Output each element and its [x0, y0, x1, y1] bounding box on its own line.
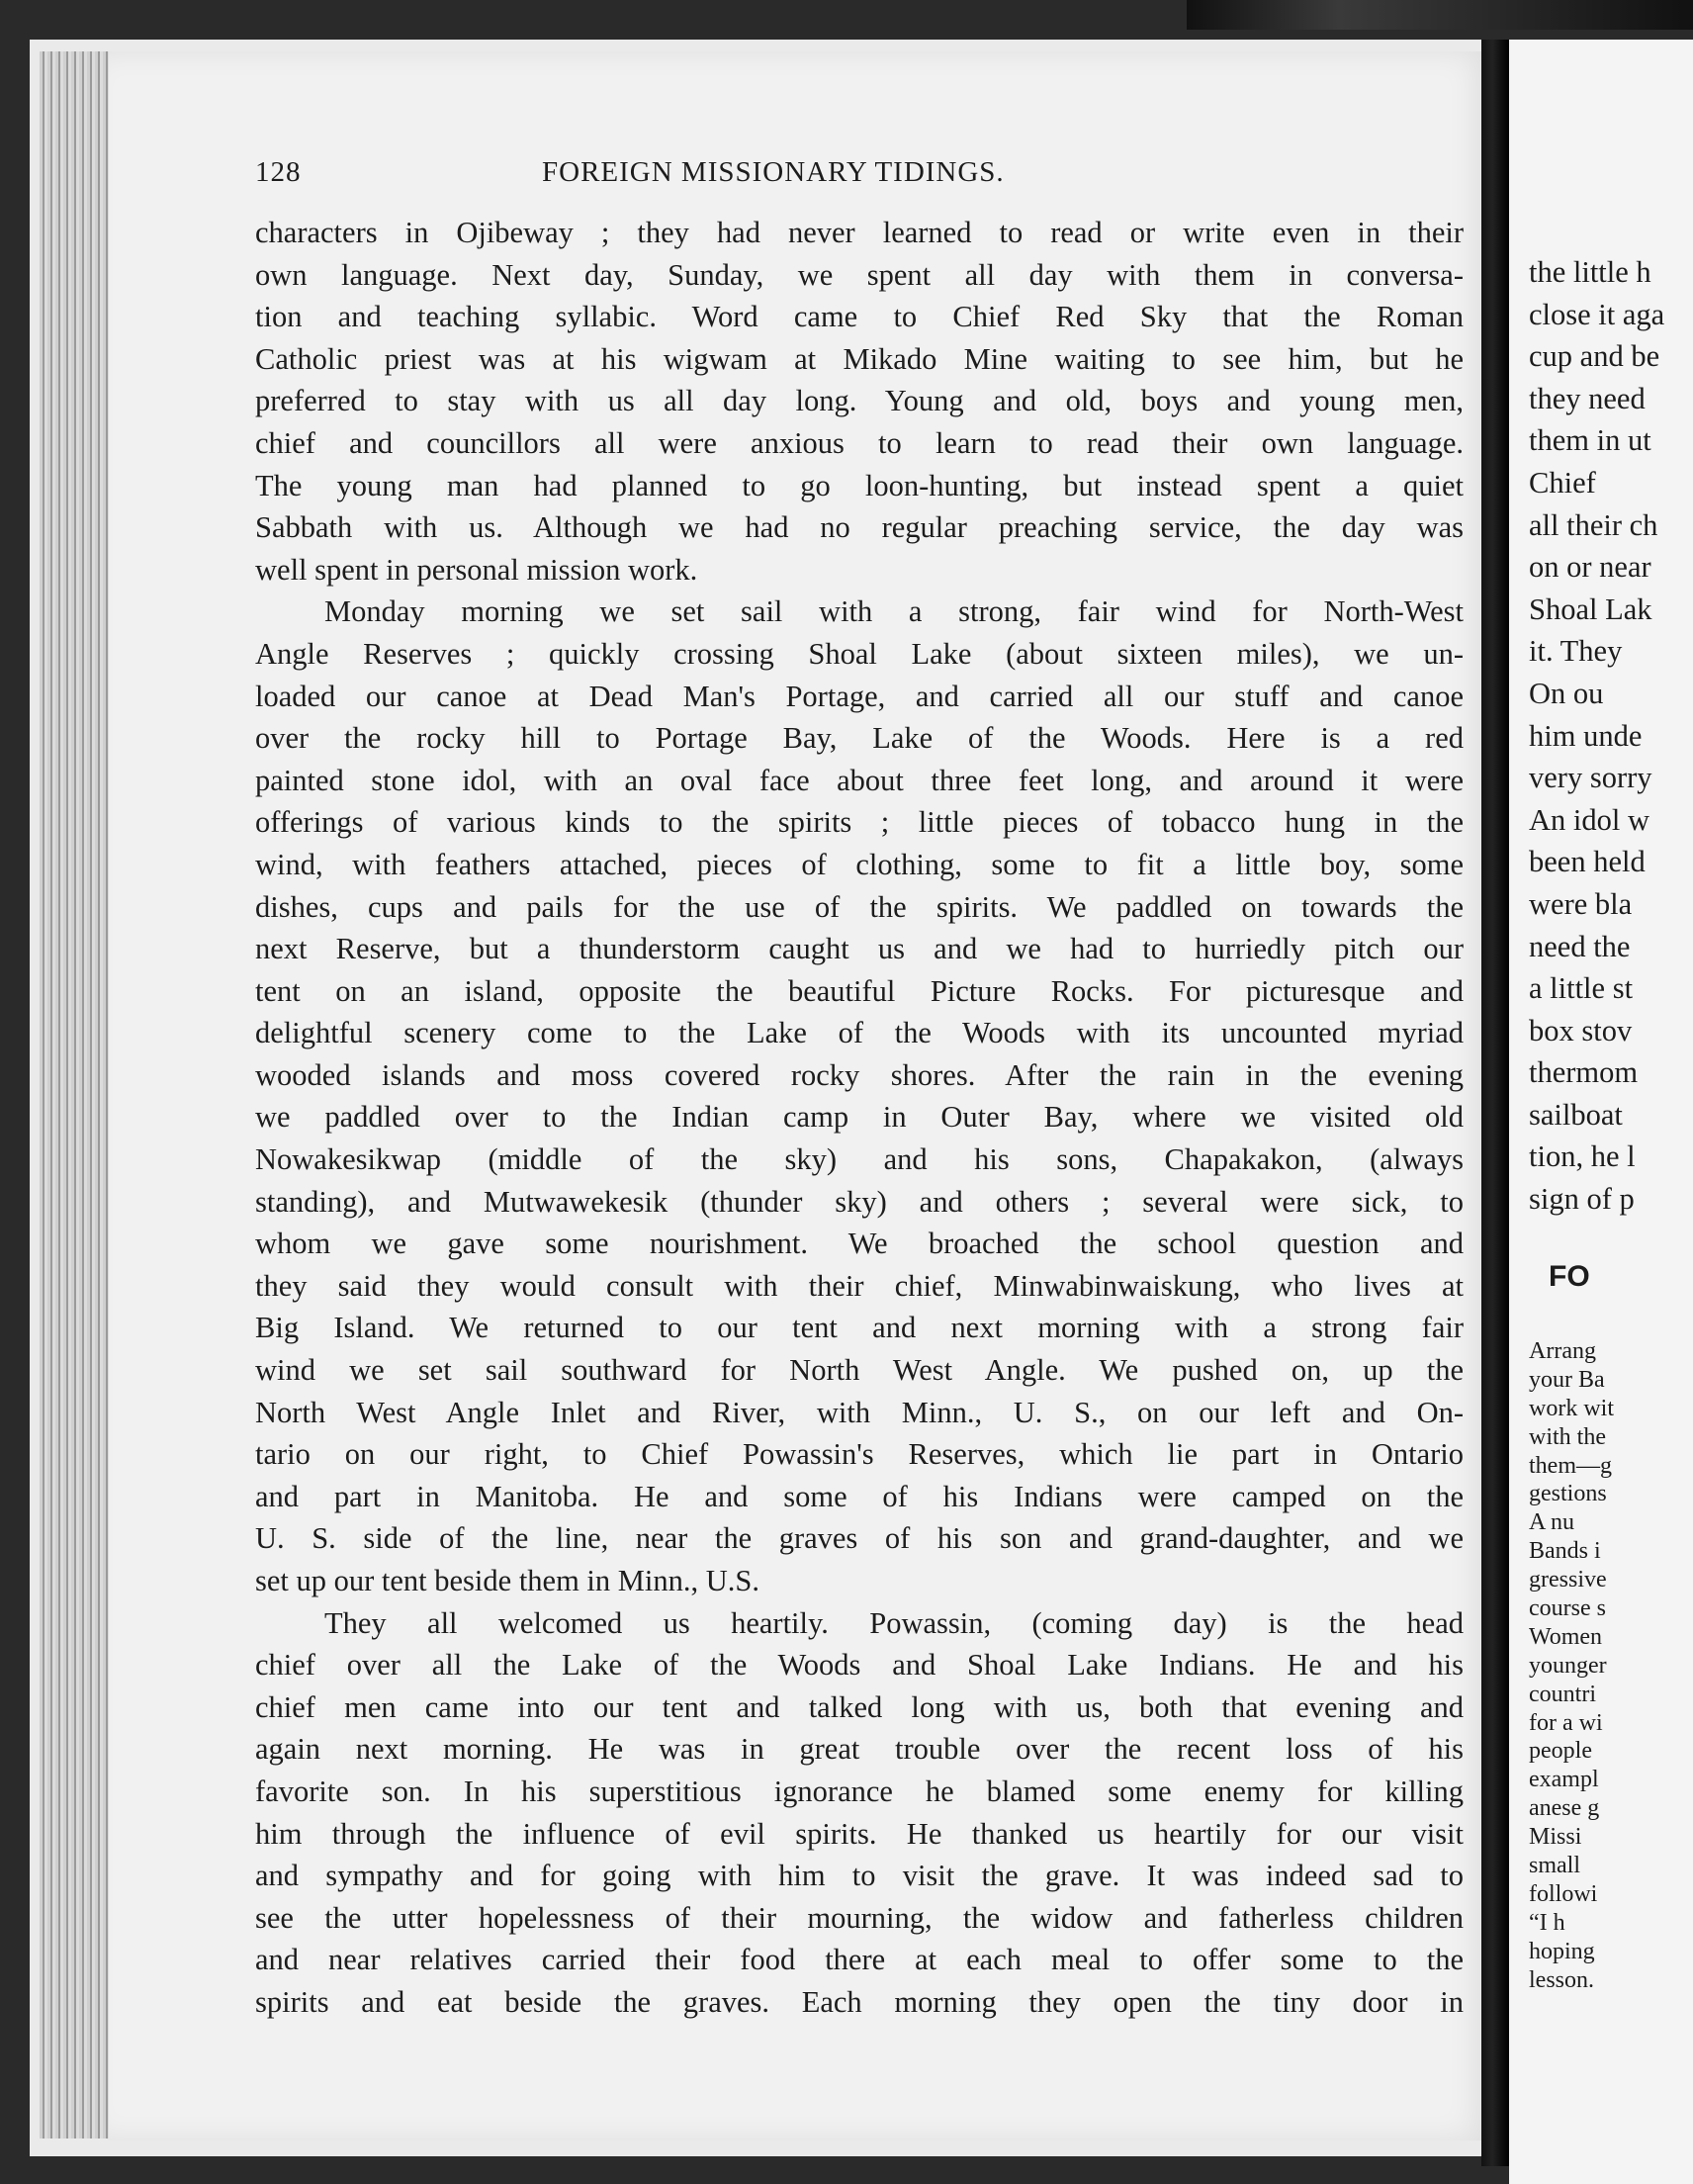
- text-line: characters in Ojibeway ; they had never learned to read or write even in their: [255, 216, 1464, 249]
- right-small-text-line: exampl: [1529, 1767, 1599, 1793]
- right-small-text-line: younger: [1529, 1652, 1607, 1679]
- text-line: chief over all the Lake of the Woods and Shoal Lake Indians. He and his: [255, 1648, 1464, 1683]
- right-text-line: the little h: [1529, 255, 1651, 289]
- text-line: painted stone idol, with an oval face about three feet long, and around it were: [255, 763, 1464, 797]
- right-text-line: need the: [1529, 929, 1631, 963]
- text-line: chief men came into our tent and talked long with us, both that evening and: [255, 1689, 1464, 1724]
- right-text-line: very sorry: [1529, 761, 1652, 795]
- right-page: [1509, 40, 1693, 2184]
- text-line: standing), and Mutwawekesik (thunder sky) and others ; several were sick, to: [255, 1184, 1464, 1219]
- right-small-text-line: Missi: [1529, 1824, 1582, 1851]
- right-small-text-line: anese g: [1529, 1795, 1600, 1822]
- text-line: tario on our right, to Chief Powassin's Reserves, which lie part in Ontario: [255, 1437, 1464, 1472]
- text-line: The young man had planned to go loon-hunting, but instead spent a quiet: [255, 468, 1464, 502]
- right-small-text-line: people: [1529, 1738, 1592, 1765]
- right-small-text-line: Women: [1529, 1623, 1603, 1650]
- right-text-line: were bla: [1529, 886, 1633, 921]
- right-small-text-line: hoping: [1529, 1938, 1595, 1964]
- right-text-line: Shoal Lak: [1529, 592, 1652, 626]
- right-text-line: a little st: [1529, 971, 1634, 1006]
- right-text-line: on or near: [1529, 550, 1651, 585]
- right-small-text-line: “I h: [1529, 1909, 1565, 1936]
- right-text-line: them in ut: [1529, 423, 1651, 458]
- book-gutter: [1481, 40, 1509, 2166]
- right-text-line: it. They: [1529, 634, 1623, 669]
- right-small-text-line: lesson.: [1529, 1966, 1594, 1993]
- text-line: again next morning. He was in great trouble over the recent loss of his: [255, 1732, 1464, 1767]
- running-title: FOREIGN MISSIONARY TIDINGS.: [542, 156, 1005, 188]
- text-line: Angle Reserves ; quickly crossing Shoal Lake (about sixteen miles), we un-: [255, 636, 1464, 671]
- right-text-line: thermom: [1529, 1055, 1639, 1090]
- text-line: preferred to stay with us all day long. Young and old, boys and young men,: [255, 384, 1464, 418]
- right-small-text-line: work wit: [1529, 1395, 1614, 1421]
- text-line: and part in Manitoba. He and some of his Indians were camped on the: [255, 1479, 1464, 1513]
- right-text-line: cup and be: [1529, 339, 1660, 374]
- text-line: whom we gave some nourishment. We broached the school question and: [255, 1227, 1464, 1261]
- text-line: tion and teaching syllabic. Word came to Chief Red Sky that the Roman: [255, 300, 1464, 334]
- text-line: we paddled over to the Indian camp in Outer Bay, where we visited old: [255, 1100, 1464, 1135]
- right-small-text-line: gressive: [1529, 1567, 1607, 1593]
- right-small-text-line: countri: [1529, 1681, 1596, 1707]
- text-line: Big Island. We returned to our tent and next morning with a strong fair: [255, 1311, 1464, 1345]
- right-text-line: all their ch: [1529, 507, 1658, 542]
- text-line: U. S. side of the line, near the graves of his son and grand-daughter, and we: [255, 1521, 1464, 1556]
- right-text-line: tion, he l: [1529, 1139, 1636, 1174]
- right-text-line: him unde: [1529, 718, 1643, 753]
- text-line: and sympathy and for going with him to visit the grave. It was indeed sad to: [255, 1859, 1464, 1893]
- right-text-line: sailboat: [1529, 1097, 1623, 1132]
- text-line: Monday morning we set sail with a strong, fair wind for North-West: [324, 594, 1464, 629]
- page-header: [255, 156, 1452, 196]
- right-page-heading: FO: [1549, 1260, 1590, 1293]
- right-small-text-line: followi: [1529, 1880, 1598, 1907]
- right-small-text-line: with the: [1529, 1423, 1606, 1450]
- text-line: loaded our canoe at Dead Man's Portage, and carried all our stuff and canoe: [255, 679, 1464, 713]
- text-line: and near relatives carried their food there at each meal to offer some to the: [255, 1943, 1464, 1977]
- text-line: own language. Next day, Sunday, we spent all day with them in conversa-: [255, 257, 1464, 292]
- text-line: Catholic priest was at his wigwam at Mikado Mine waiting to see him, but he: [255, 341, 1464, 376]
- right-small-text-line: course s: [1529, 1595, 1606, 1622]
- text-line: offerings of various kinds to the spirits ; little pieces of tobacco hung in the: [255, 805, 1464, 840]
- text-line: see the utter hopelessness of their mourning, the widow and fatherless children: [255, 1900, 1464, 1935]
- text-line: North West Angle Inlet and River, with Minn., U. S., on our left and On-: [255, 1395, 1464, 1429]
- text-line: next Reserve, but a thunderstorm caught us and we had to hurriedly pitch our: [255, 932, 1464, 966]
- right-small-text-line: Bands i: [1529, 1538, 1601, 1565]
- text-line: Sabbath with us. Although we had no regular preaching service, the day was: [255, 510, 1464, 545]
- text-line: wind, with feathers attached, pieces of clothing, some to fit a little boy, some: [255, 847, 1464, 881]
- right-text-line: box stov: [1529, 1013, 1633, 1047]
- right-small-text-line: Arrang: [1529, 1338, 1596, 1364]
- text-line: set up our tent beside them in Minn., U.S.: [255, 1564, 759, 1597]
- text-line: dishes, cups and pails for the use of the spirits. We paddled on towards the: [255, 889, 1464, 924]
- top-edge-strip: [1187, 0, 1693, 30]
- text-line: delightful scenery come to the Lake of the Woods with its uncounted myriad: [255, 1016, 1464, 1050]
- right-page-body: [1529, 251, 1693, 1221]
- text-line: spirits and eat beside the graves. Each morning they open the tiny door in: [255, 1984, 1464, 2019]
- right-text-line: been held: [1529, 845, 1646, 879]
- text-line: over the rocky hill to Portage Bay, Lake of the Woods. Here is a red: [255, 721, 1464, 756]
- right-text-line: sign of p: [1529, 1182, 1635, 1217]
- text-line: they said they would consult with their chief, Minwabinwaiskung, who lives at: [255, 1268, 1464, 1303]
- right-text-line: On ou: [1529, 676, 1604, 710]
- right-small-text-line: small: [1529, 1853, 1580, 1879]
- text-line: chief and councillors all were anxious to learn to read their own language.: [255, 425, 1464, 460]
- page-stack-edges: [40, 51, 109, 2138]
- right-text-line: they need: [1529, 381, 1646, 415]
- text-line: Nowakesikwap (middle of the sky) and his sons, Chapakakon, (always: [255, 1142, 1464, 1177]
- page-number: 128: [255, 156, 302, 188]
- right-small-text-line: them—g: [1529, 1452, 1612, 1479]
- right-small-text-line: for a wi: [1529, 1709, 1603, 1736]
- text-line: well spent in personal mission work.: [255, 552, 698, 587]
- text-line: wind we set sail southward for North West Angle. We pushed on, up the: [255, 1353, 1464, 1388]
- text-line: favorite son. In his superstitious ignorance he blamed some enemy for killing: [255, 1774, 1464, 1808]
- text-line: They all welcomed us heartily. Powassin, (coming day) is the head: [324, 1605, 1464, 1640]
- right-text-line: close it aga: [1529, 297, 1665, 331]
- right-small-text-line: A nu: [1529, 1509, 1575, 1536]
- text-line: him through the influence of evil spirits. He thanked us heartily for our visit: [255, 1816, 1464, 1851]
- text-line: tent on an island, opposite the beautiful Picture Rocks. For picturesque and: [255, 973, 1464, 1008]
- right-text-line: Chief: [1529, 465, 1596, 500]
- right-text-line: An idol w: [1529, 802, 1649, 837]
- right-page-small-text: [1529, 1337, 1614, 1994]
- right-small-text-line: gestions: [1529, 1481, 1607, 1507]
- left-page-body: [255, 212, 1464, 2024]
- text-line: wooded islands and moss covered rocky shores. After the rain in the evening: [255, 1057, 1464, 1092]
- right-small-text-line: your Ba: [1529, 1366, 1605, 1393]
